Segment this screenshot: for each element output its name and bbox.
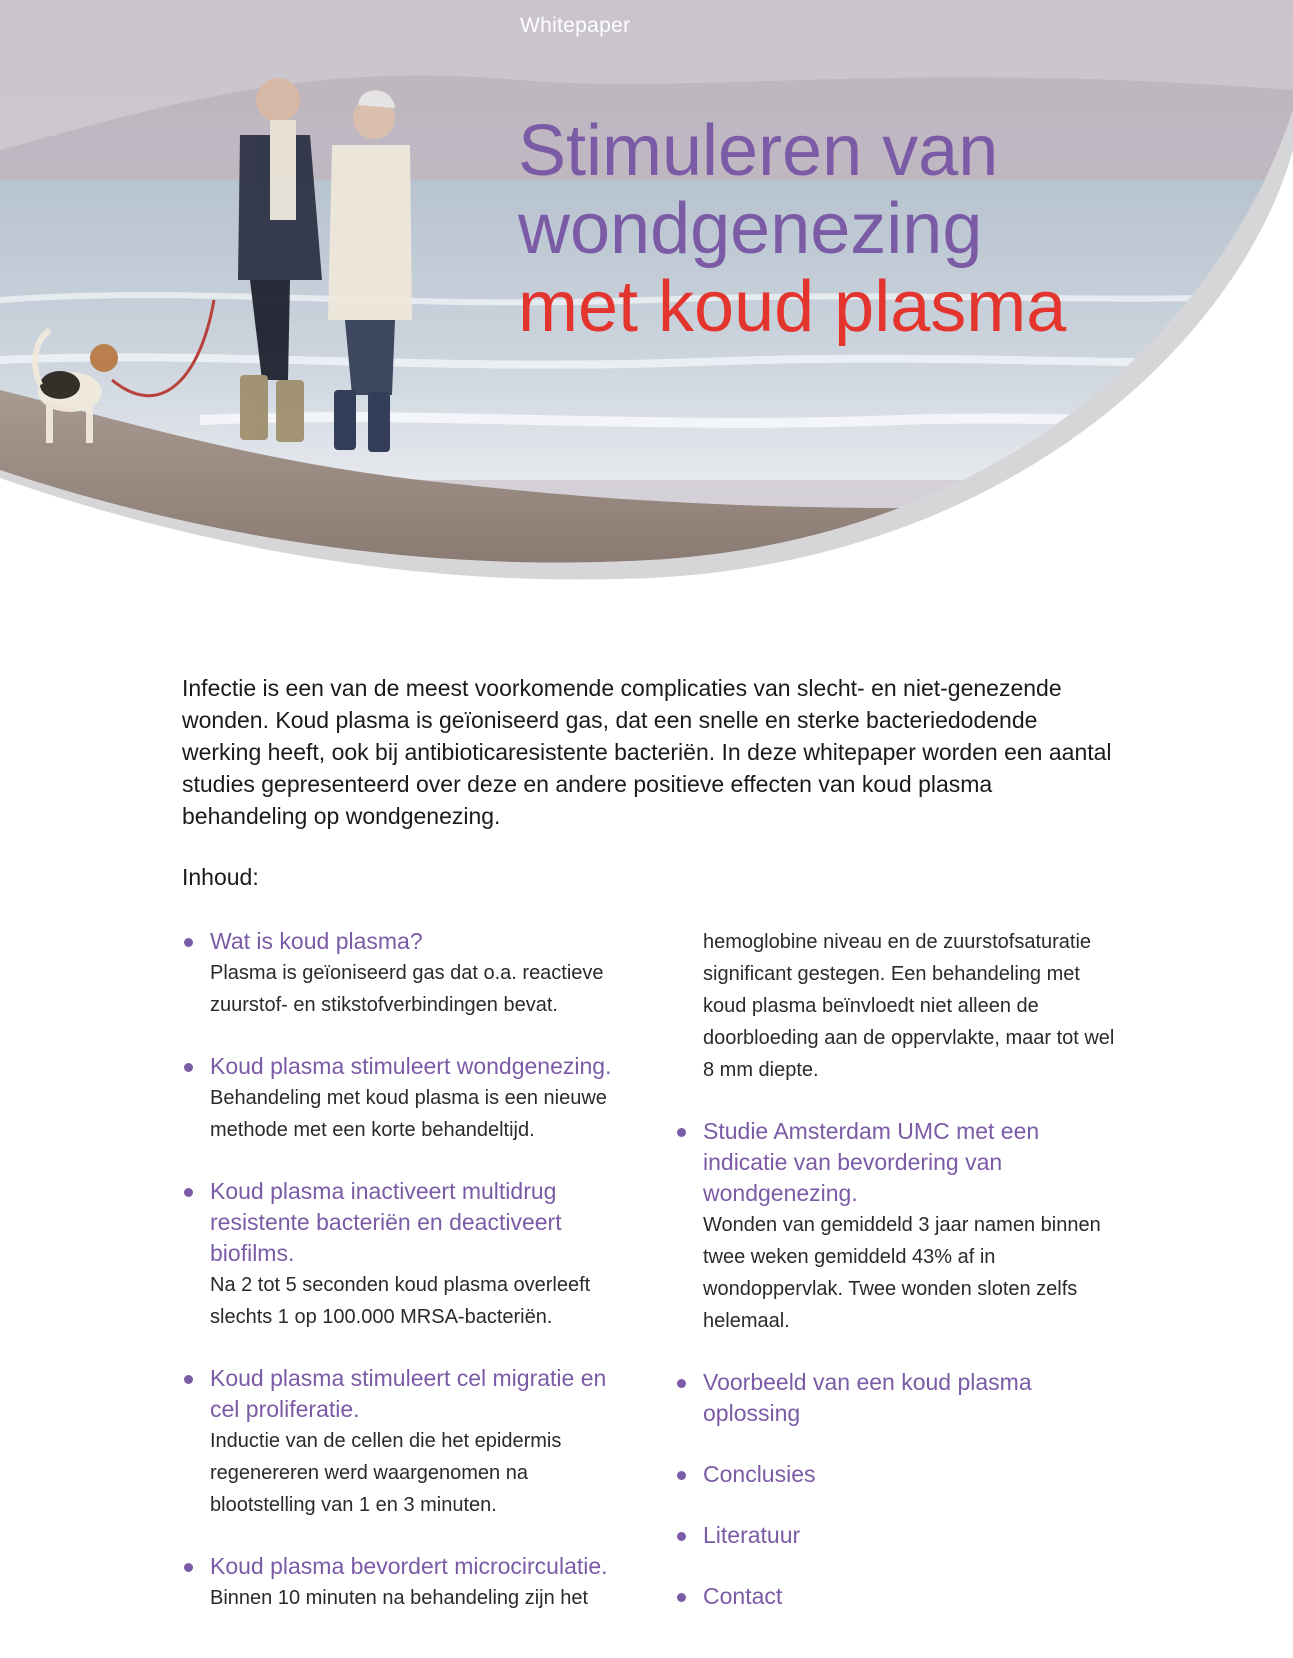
toc-item-inactiveert-bacterien <box>182 1176 622 1333</box>
toc-column-right <box>675 926 1115 1642</box>
toc-column-left <box>182 926 622 1644</box>
toc-item-studie-amsterdam-umc <box>675 1116 1115 1337</box>
toc-link[interactable]: Koud plasma bevordert microcirculatie. <box>210 1553 608 1579</box>
bullet-icon <box>184 1375 193 1384</box>
bullet-icon <box>677 1379 686 1388</box>
bullet-icon <box>184 938 193 947</box>
bullet-icon <box>677 1532 686 1541</box>
toc-summary: Inductie van de cellen die het epidermis regenereren werd waargenomen na blootstelling van 1 en 3 minuten. <box>210 1430 562 1516</box>
bullet-icon <box>184 1188 193 1197</box>
toc-summary: Plasma is geïoniseerd gas dat o.a. reactieve zuurstof- en stikstofverbindingen bevat. <box>210 962 604 1016</box>
document-type-label: Whitepaper <box>520 14 631 37</box>
toc-summary-continuation: hemoglobine niveau en de zuurstofsaturatie significant gestegen. Een behandeling met koud plasma beïnvloedt niet alleen de doorbloeding aan de oppervlakte, maar tot wel 8 mm diepte. <box>703 931 1115 1081</box>
toc-link[interactable]: Koud plasma inactiveert multidrug resistente bacteriën en deactiveert biofilms. <box>210 1178 562 1266</box>
toc-item-contact <box>675 1581 1115 1612</box>
title-line-3: met koud plasma <box>518 267 1067 347</box>
toc-link[interactable]: Koud plasma stimuleert cel migratie en cel proliferatie. <box>210 1365 607 1422</box>
page-title <box>518 112 1066 346</box>
toc-item-conclusies <box>675 1459 1115 1490</box>
toc-summary: Wonden van gemiddeld 3 jaar namen binnen twee weken gemiddeld 43% af in wondoppervlak. Twee wonden sloten zelfs helemaal. <box>703 1214 1101 1332</box>
toc-link[interactable]: Voorbeeld van een koud plasma oplossing <box>703 1369 1032 1426</box>
intro-paragraph: Infectie is een van de meest voorkomende complicaties van slecht- en niet-genezende wonden. Koud plasma is geïoniseerd gas, dat een snelle en sterke bacteriedodende werking heeft, ook bij antibioticaresistente bacteriën. In deze whitepaper worden een aantal studies gepresenteerd over deze en andere positieve effecten van koud plasma behandeling op wondgenezing. <box>182 675 1112 829</box>
title-line-1: Stimuleren van <box>518 111 999 191</box>
toc-link[interactable]: Wat is koud plasma? <box>210 928 423 954</box>
toc-item-literatuur <box>675 1520 1115 1551</box>
toc-item-microcirculatie <box>182 1551 622 1614</box>
toc-link[interactable]: Koud plasma stimuleert wondgenezing. <box>210 1053 612 1079</box>
bullet-icon <box>677 1128 686 1137</box>
toc-summary: Binnen 10 minuten na behandeling zijn het <box>210 1587 589 1609</box>
toc-link[interactable]: Conclusies <box>703 1461 816 1487</box>
toc-item-cel-migratie <box>182 1363 622 1521</box>
toc-link[interactable]: Contact <box>703 1583 783 1609</box>
toc-item-wat-is-koud-plasma <box>182 926 622 1021</box>
toc-heading: Inhoud: <box>182 864 259 890</box>
toc-link[interactable]: Literatuur <box>703 1522 801 1548</box>
bullet-icon <box>677 1593 686 1602</box>
toc-summary: Na 2 tot 5 seconden koud plasma overleeft slechts 1 op 100.000 MRSA-bacteriën. <box>210 1274 591 1328</box>
toc-link[interactable]: Studie Amsterdam UMC met een indicatie van bevordering van wondgenezing. <box>703 1118 1040 1206</box>
toc-summary: Behandeling met koud plasma is een nieuwe methode met een korte behandeltijd. <box>210 1087 607 1141</box>
bullet-icon <box>184 1563 193 1572</box>
title-line-2: wondgenezing <box>518 189 983 269</box>
toc-item-voorbeeld-oplossing <box>675 1367 1115 1429</box>
bullet-icon <box>677 1471 686 1480</box>
bullet-icon <box>184 1063 193 1072</box>
toc-item-stimuleert-wondgenezing <box>182 1051 622 1146</box>
